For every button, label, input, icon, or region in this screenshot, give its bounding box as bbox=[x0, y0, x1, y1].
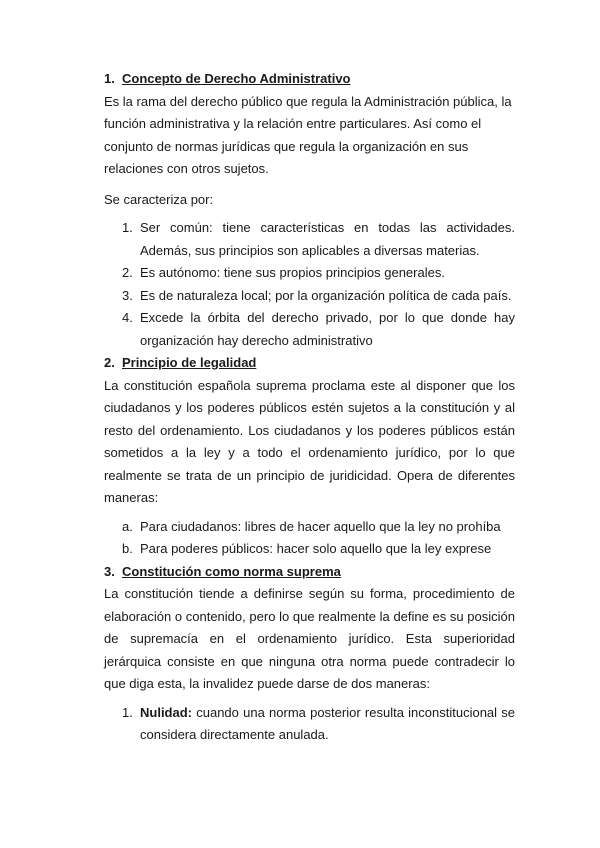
list-term-description: cuando una norma posterior resulta inconstitucional se considera directamente anulada. bbox=[140, 704, 515, 742]
list-marker: 3. bbox=[122, 287, 133, 303]
characteristics-list bbox=[104, 217, 515, 352]
section-title: Concepto de Derecho Administrativo bbox=[122, 71, 351, 86]
list-marker: 4. bbox=[122, 310, 133, 325]
section-number: 2. bbox=[104, 355, 115, 370]
list-item bbox=[104, 307, 515, 352]
list-text bbox=[140, 702, 515, 747]
list-item bbox=[104, 702, 515, 747]
list-text: Para ciudadanos: libres de hacer aquello que la ley no prohíba bbox=[140, 518, 501, 534]
section-heading-1 bbox=[104, 68, 515, 91]
legality-list bbox=[104, 516, 515, 561]
list-text: Es autónomo: tiene sus propios principios generales. bbox=[140, 265, 445, 280]
section-heading-2 bbox=[104, 352, 515, 375]
section-intro: La constitución española suprema proclama este al disponer que los ciudadanos y los poderes públicos estén sujetos a la constitución y al resto del ordenamiento. Los ciudadanos y los poderes públicos están sometidos a la ley y a todo el ordenamiento jurídico, por lo que realmente se trata de un principio de juridicidad. Opera de diferentes maneras: bbox=[104, 377, 515, 505]
list-text: Es de naturaleza local; por la organización política de cada país. bbox=[140, 287, 512, 303]
list-item bbox=[104, 538, 515, 561]
list-marker: a. bbox=[122, 518, 133, 534]
list-item bbox=[104, 262, 515, 285]
list-item bbox=[104, 217, 515, 262]
list-text: Para poderes públicos: hacer solo aquello que la ley exprese bbox=[140, 541, 492, 556]
document-body bbox=[104, 68, 515, 747]
invalidity-list bbox=[104, 702, 515, 747]
section-intro: La constitución tiende a definirse según su forma, procedimiento de elaboración o contenido, pero lo que realmente la define es su posición de supremacía en el ordenamiento jurídico. Esta superioridad jerárquica consiste en que ninguna otra norma puede contradecir lo que diga esta, la invalidez puede darse de dos maneras: bbox=[104, 586, 515, 691]
list-term: Nulidad: bbox=[140, 704, 192, 720]
list-text: Excede la órbita del derecho privado, por lo que donde hay organización hay derecho administrativo bbox=[140, 310, 515, 348]
list-marker: 1. bbox=[122, 704, 133, 720]
list-marker: 2. bbox=[122, 265, 133, 280]
section-number: 1. bbox=[104, 71, 115, 86]
list-marker: b. bbox=[122, 541, 133, 556]
list-item bbox=[104, 285, 515, 308]
list-item bbox=[104, 516, 515, 539]
section-number: 3. bbox=[104, 563, 115, 579]
list-text: Ser común: tiene características en todas las actividades. Además, sus principios son aplicables a diversas materias. bbox=[140, 220, 515, 258]
section-title: Constitución como norma suprema bbox=[122, 563, 341, 579]
section-heading-3 bbox=[104, 561, 515, 584]
section-intro: Es la rama del derecho público que regula la Administración pública, la función administrativa y la relación entre particulares. Así como el conjunto de normas jurídicas que regula la organización en sus relaciones con otros sujetos. bbox=[104, 93, 512, 176]
section-lead: Se caracteriza por: bbox=[104, 191, 214, 207]
section-title: Principio de legalidad bbox=[122, 355, 257, 370]
list-marker: 1. bbox=[122, 220, 133, 235]
